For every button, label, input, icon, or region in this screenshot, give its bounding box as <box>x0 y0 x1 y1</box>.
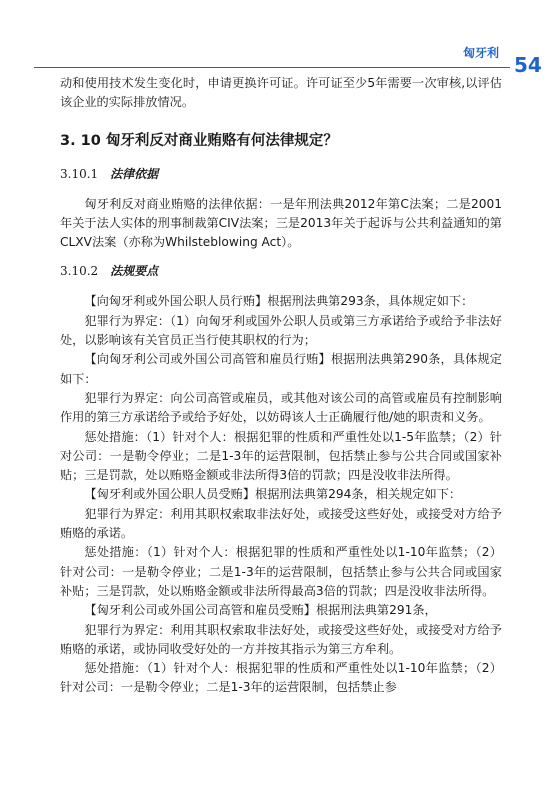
header-divider <box>34 67 510 68</box>
subsection-number: 3.10.2 <box>60 264 99 279</box>
page-body <box>60 74 502 698</box>
subsection-number: 3.10.1 <box>60 166 99 181</box>
section-heading-3-10: 3. 10 匈牙利反对商业贿赂有何法律规定？ <box>60 132 338 149</box>
subsection-title: 法律依据 <box>110 166 159 181</box>
paragraph-penalties: 惩处措施：（1）针对个人：根据犯罪的性质和严重性处以1-10年监禁；（2）针对公司：一是勒令停业；二是1-3年的运营限制，包括禁止参与公共合同或国家补贴；三是罚款，处以贿赂金额或非法所得最高3倍的罚款；四是没收非法所得。 <box>60 545 502 598</box>
subsection-heading-3-10-2 <box>60 262 502 280</box>
subsection-heading-3-10-1 <box>60 165 502 183</box>
header-country: 匈牙利 <box>463 46 500 60</box>
paragraph-offence-definition: 犯罪行为界定：利用其职权索取非法好处，或接受这些好处，或接受对方给予贿赂的承诺。 <box>60 506 502 541</box>
subsection-title: 法规要点 <box>110 264 159 279</box>
paragraph-bribe-executive: 【向匈牙利公司或外国公司高管和雇员行贿】根据刑法典第290条，具体规定如下： <box>60 352 502 386</box>
paragraph-executive-accepting-bribe: 【匈牙利公司或外国公司高管和雇员受贿】根据刑法典第291条， <box>84 603 437 618</box>
page-number: 54 <box>514 53 542 77</box>
paragraph-offence-definition: 犯罪行为界定：（1）向匈牙利或国外公职人员或第三方承诺给予或给予非法好处，以影响该有关官员正当行使其职权的行为； <box>60 313 502 348</box>
paragraph-offence-definition: 犯罪行为界定：向公司高管或雇员，或其他对该公司的高管或雇员有控制影响作用的第三方承诺给予或给予好处，以妨碍该人士正确履行他/她的职责和义务。 <box>60 390 502 425</box>
paragraph-penalties: 惩处措施：（1）针对个人：根据犯罪的性质和严重性处以1-5年监禁；（2）针对公司：一是勒令停业；二是1-3年的运营限制，包括禁止参与公共合同或国家补贴；三是罚款，处以贿赂金额或非法所得3倍的罚款；四是没收非法所得。 <box>60 429 502 483</box>
paragraph-bribe-official: 【向匈牙利或外国公职人员行贿】根据刑法典第293条，具体规定如下： <box>84 294 474 309</box>
paragraph-permit-review: 动和使用技术发生变化时，申请更换许可证。许可证至少5年需要一次审核,以评估该企业的实际排放情况。 <box>60 76 502 110</box>
paragraph-offence-definition: 犯罪行为界定：利用其职权索取非法好处，或接受这些好处，或接受对方给予贿赂的承诺，或协同收受好处的一方并按其指示为第三方牟利。 <box>60 622 502 656</box>
paragraph-official-accepting-bribe: 【匈牙利或外国公职人员受贿】根据刑法典第294条，相关规定如下： <box>84 487 462 502</box>
paragraph-penalties: 惩处措施：（1）针对个人：根据犯罪的性质和严重性处以1-10年监禁；（2）针对公司：一是勒令停业；二是1-3年的运营限制，包括禁止参 <box>60 661 502 695</box>
paragraph-legal-basis: 匈牙利反对商业贿赂的法律依据：一是年刑法典2012年第C法案；二是2001年关于法人实体的刑事制裁第CIV法案；三是2013年关于起诉与公共利益通知的第CLXV法案（亦称为Whilsteblowing Act）。 <box>60 196 502 250</box>
